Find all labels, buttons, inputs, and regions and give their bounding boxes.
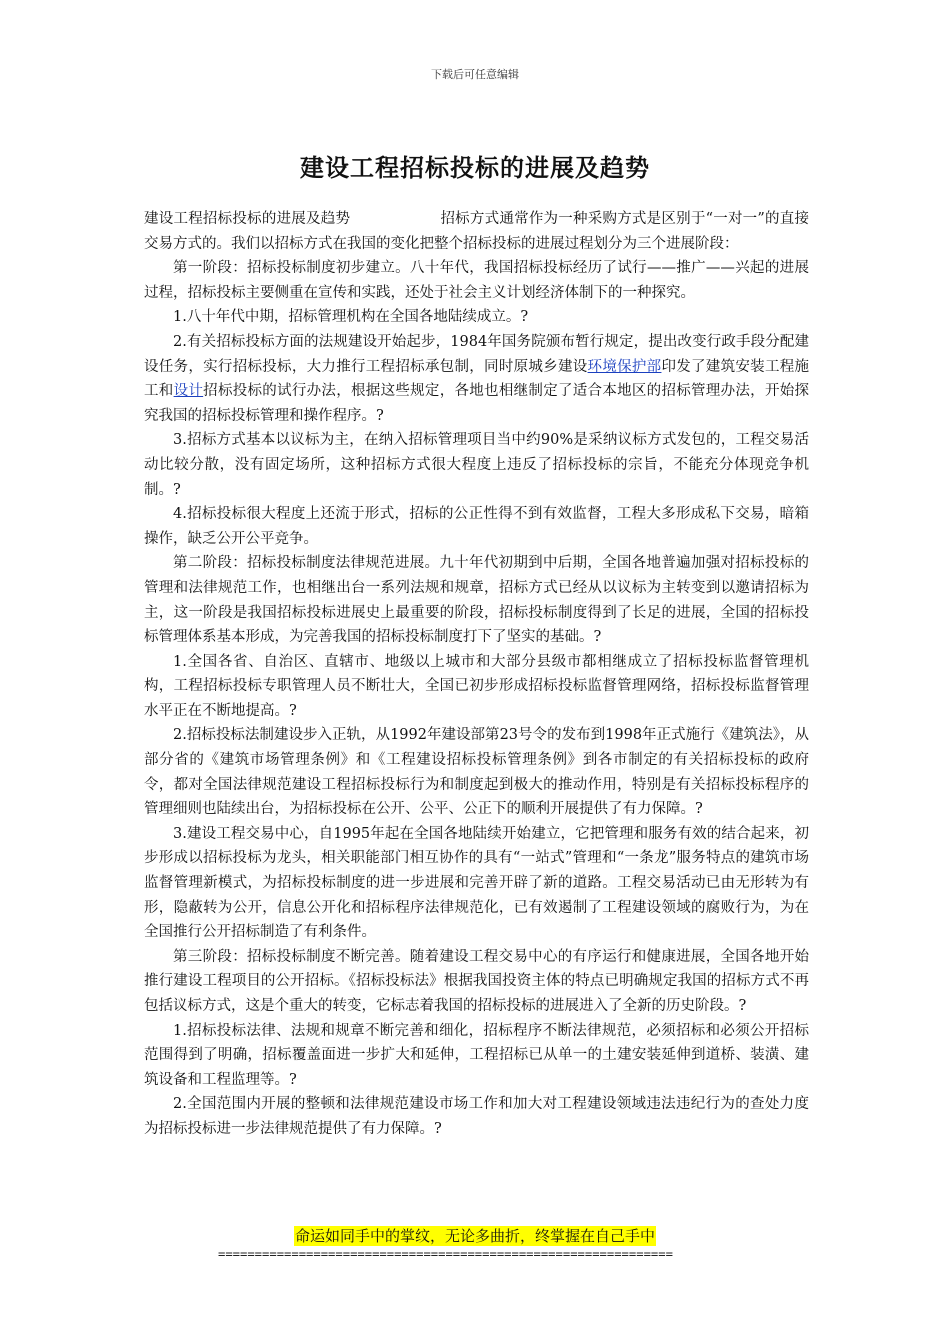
page-header: 下载后可任意编辑 (431, 68, 519, 81)
intro-heading: 建设工程招标投标的进展及趋势 (144, 211, 351, 227)
paragraph-stage-1: 第一阶段：招标投标制度初步建立。八十年代，我国招标投标经历了试行——推广——兴起的进展过程，招标投标主要侧重在宣传和实践，还处于社会主义计划经济体制下的一种探究。 (144, 260, 809, 301)
page-footer (0, 1226, 950, 1246)
paragraph-stage-2: 第二阶段：招标投标制度法律规范进展。九十年代初期到中后期，全国各地普遍加强对招标投标的管理和法律规范工作，也相继出台一系列法规和规章，招标方式已经从以议标为主转变到以邀请招标为主，这一阶段是我国招标投标进展史上最重要的阶段，招标投标制度得到了长足的进展，全国的招标投标管理体系基本形成，为完善我国的招标投标制度打下了坚实的基础。? (144, 555, 809, 646)
paragraph-stage-1-item-3: 3.招标方式基本以议标为主，在纳入招标管理项目当中约90%是采纳议标方式发包的，工程交易活动比较分散，没有固定场所，这种招标方式很大程度上违反了招标投标的宗旨，不能充分体现竞争机制。? (144, 432, 809, 498)
document-body (144, 207, 809, 1142)
link-environmental-protection-department[interactable]: 环境保护部 (587, 358, 662, 375)
paragraph-stage-3-item-1: 1.招标投标法律、法规和规章不断完善和细化，招标程序不断法律规范，必须招标和必须公开招标范围得到了明确，招标覆盖面进一步扩大和延伸，工程招标已从单一的土建安装延伸到道桥、装潢、建筑设备和工程监理等。? (144, 1022, 809, 1088)
footer-slogan: 命运如同手中的掌纹，无论多曲折，终掌握在自己手中 (294, 1227, 655, 1245)
paragraph-stage-2-item-2: 2.招标投标法制建设步入正轨，从1992年建设部第23号令的发布到1998年正式施行《建筑法》，从部分省的《建筑市场管理条例》和《工程建设招标投标管理条例》到各市制定的有关招标投标的政府令，都对全国法律规范建设工程招标投标行为和制度起到极大的推动作用，特别是有关招标投标程序的管理细则也陆续出台，为招标投标在公开、公平、公正下的顺利开展提供了有力保障。? (144, 727, 809, 818)
footer-divider: ============================================================== (218, 1247, 673, 1261)
paragraph-stage-3: 第三阶段：招标投标制度不断完善。随着建设工程交易中心的有序运行和健康进展，全国各地开始推行建设工程项目的公开招标。《招标投标法》根据我国投资主体的特点已明确规定我国的招标方式不再包括议标方式，这是个重大的转变，它标志着我国的招标投标的进展进入了全新的历史阶段。? (144, 948, 809, 1014)
paragraph-stage-1-item-2: 2.有关招标投标方面的法规建设开始起步，1984年国务院颁布暂行规定，提出改变行政手段分配建设任务，实行招标投标，大力推行工程招标承包制，同时原城乡建设环境保护部印发了建筑安装工程施工和设计招标投标的试行办法，根据这些规定，各地也相继制定了适合本地区的招标管理办法，开始探究我国的招标投标管理和操作程序。? (144, 333, 810, 424)
paragraph-stage-2-item-1: 1.全国各省、自治区、直辖市、地级以上城市和大部分县级市都相继成立了招标投标监督管理机构，工程招标投标专职管理人员不断壮大，全国已初步形成招标投标监督管理网络，招标投标监督管理水平正在不断地提高。? (144, 653, 809, 719)
intro-text: 招标方式通常作为一种采购方式是区别于“一对一”的直接交易方式的。我们以招标方式在我国的变化把整个招标投标的进展过程划分为三个进展阶段： (144, 211, 810, 252)
paragraph-stage-1-item-1: 1.八十年代中期，招标管理机构在全国各地陆续成立。? (173, 309, 529, 326)
document-title: 建设工程招标投标的进展及趋势 (300, 153, 650, 182)
paragraph-stage-3-item-2: 2.全国范围内开展的整顿和法律规范建设市场工作和加大对工程建设领域违法违纪行为的查处力度为招标投标进一步法律规范提供了有力保障。? (144, 1096, 809, 1137)
intro-paragraph (144, 207, 809, 256)
link-design[interactable]: 设计 (173, 383, 204, 400)
paragraph-stage-2-item-3: 3.建设工程交易中心，自1995年起在全国各地陆续开始建立，它把管理和服务有效的结合起来，初步形成以招标投标为龙头，相关职能部门相互协作的具有“一站式”管理和“一条龙”服务特点的建筑市场监督管理新模式，为招标投标制度的进一步进展和完善开辟了新的道路。工程交易活动已由无形转为有形，隐蔽转为公开，信息公开化和招标程序法律规范化，已有效遏制了工程建设领域的腐败行为，为在全国推行公开招标制造了有利条件。 (144, 825, 809, 941)
paragraph-stage-1-item-4: 4.招标投标很大程度上还流于形式，招标的公正性得不到有效监督，工程大多形成私下交易，暗箱操作，缺乏公开公平竞争。 (144, 506, 809, 547)
